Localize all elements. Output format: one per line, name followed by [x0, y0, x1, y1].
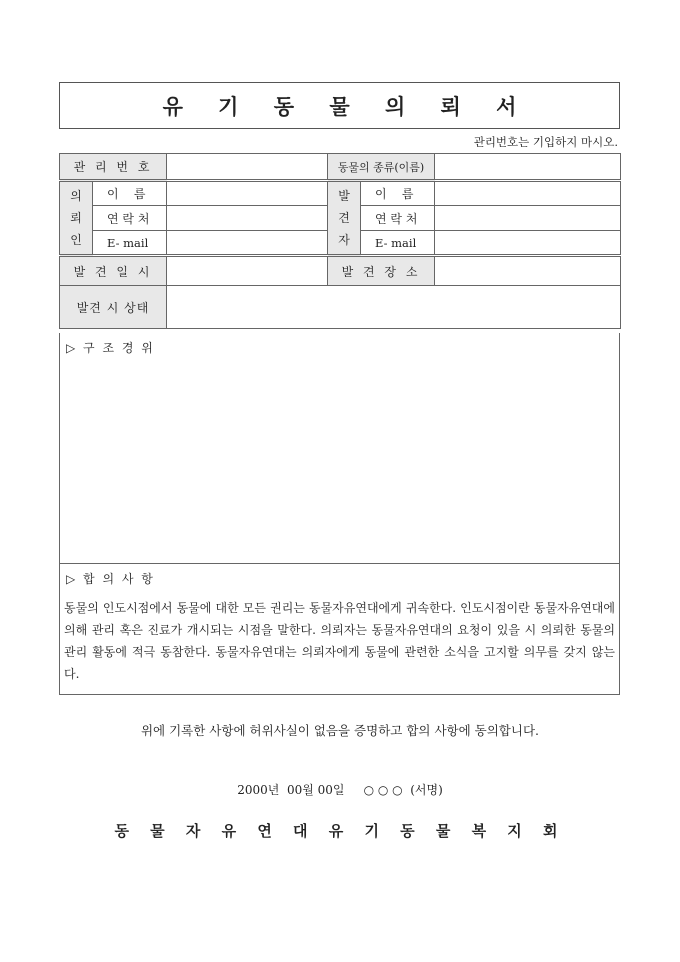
finder-name-field[interactable] [435, 181, 621, 206]
mgmt-number-label: 관 리 번 호 [60, 154, 167, 181]
requester-phone-field[interactable] [167, 206, 328, 231]
rescue-heading: ▷ 구 조 경 위 [66, 341, 155, 355]
mgmt-number-field[interactable] [167, 154, 328, 181]
management-number-note: 관리번호는 기입하지 마시오. [473, 135, 618, 149]
finder-phone-field[interactable] [435, 206, 621, 231]
found-place-field[interactable] [435, 256, 621, 286]
finder-phone-label: 연 락 처 [361, 206, 435, 231]
finder-email-field[interactable] [435, 231, 621, 256]
requester-email-label: E- mail [93, 231, 167, 256]
agreement-heading: ▷ 합 의 사 항 [66, 572, 155, 586]
found-place-label: 발 견 장 소 [328, 256, 435, 286]
form-title: 유 기 동 물 의 뢰 서 [162, 93, 531, 119]
requester-group-label: 의 뢰 인 [60, 181, 93, 256]
finder-group-label: 발 견 자 [328, 181, 361, 256]
rescue-section[interactable] [59, 333, 620, 564]
species-field[interactable] [435, 154, 621, 181]
condition-label: 발견 시 상태 [60, 286, 167, 329]
requester-name-label: 이 름 [93, 181, 167, 206]
requester-phone-label: 연 락 처 [93, 206, 167, 231]
requester-email-field[interactable] [167, 231, 328, 256]
form-table [59, 153, 621, 329]
agreement-text: 동물의 인도시점에서 동물에 대한 모든 권리는 동물자유연대에게 귀속한다. 인도시점이란 동물자유연대에 의해 관리 혹은 진료가 개시되는 시점을 말한다. 의뢰자는 동물자유연대의 요청이 있을 시 의뢰한 동물의 관리 활동에 적극 동참한다. 동물자유연대는 의뢰자에게 동물에 관련한 소식을 고지할 의무를 갖지 않는다. [64, 601, 615, 681]
date-signature-line[interactable]: 2000년 00월 00일 ○ ○ ○ (서명) [237, 783, 443, 797]
found-date-field[interactable] [167, 256, 328, 286]
organization-name: 동 물 자 유 연 대 유 기 동 물 복 지 회 [114, 822, 566, 840]
found-date-label: 발 견 일 시 [60, 256, 167, 286]
confirmation-statement: 위에 기록한 사항에 허위사실이 없음을 증명하고 합의 사항에 동의합니다. [140, 723, 539, 738]
finder-email-label: E- mail [361, 231, 435, 256]
condition-field[interactable] [167, 286, 621, 329]
title-box [59, 82, 620, 129]
agreement-section [59, 563, 620, 695]
finder-name-label: 이 름 [361, 181, 435, 206]
species-label: 동물의 종류(이름) [328, 154, 435, 181]
requester-name-field[interactable] [167, 181, 328, 206]
